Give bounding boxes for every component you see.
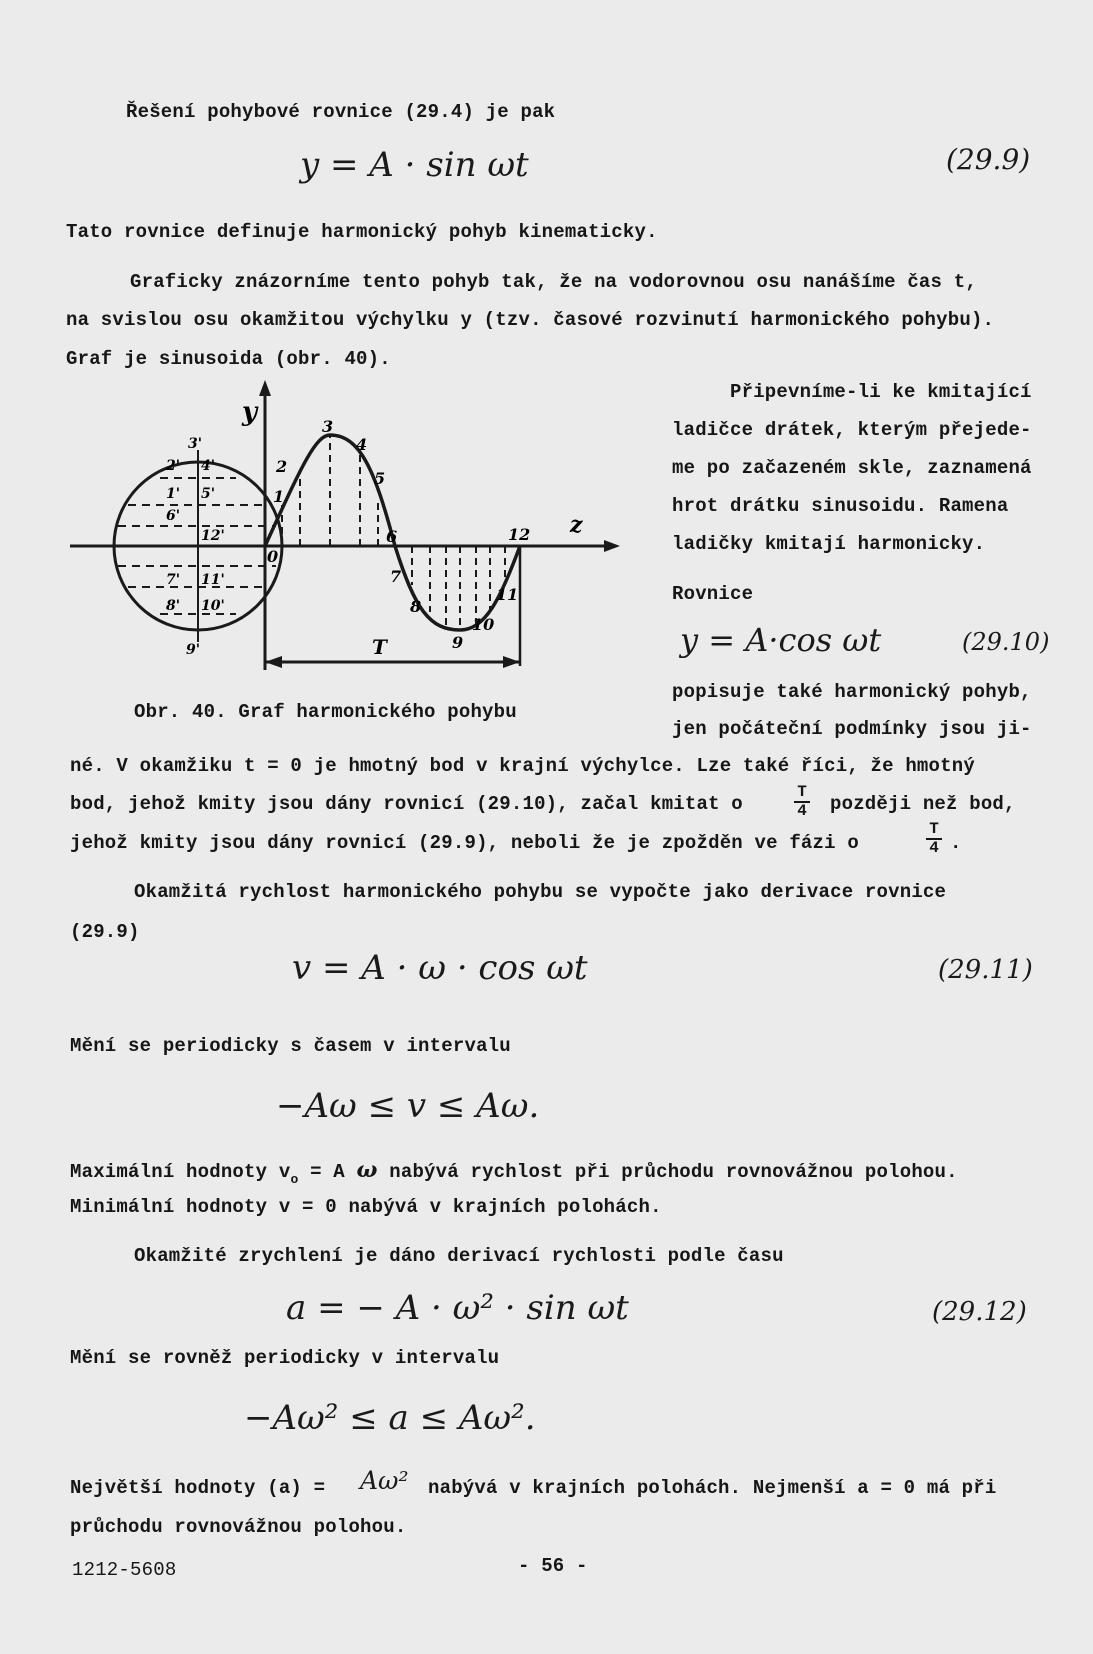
text-line: . <box>950 832 962 854</box>
text-line: na svislou osu okamžitou výchylku y (tzv. časové rozvinutí harmonického pohybu). <box>66 309 995 331</box>
text-line: jen počáteční podmínky jsou ji- <box>672 718 1032 740</box>
curve-point-label: 2 <box>276 457 288 476</box>
text-line: jehož kmity jsou dány rovnicí (29.9), neboli že je zpožděn ve fázi o <box>70 832 859 854</box>
text-line: později než bod, <box>830 793 1016 815</box>
max-acceleration: Aω² <box>360 1466 409 1495</box>
text-line: me po začazeném skle, zaznamená <box>672 457 1032 479</box>
text-segment: = A <box>310 1161 345 1183</box>
text-line: hrot drátku sinusoidu. Ramena <box>672 495 1009 517</box>
circle-point-label: 5' <box>201 486 216 502</box>
text-line: Řešení pohybové rovnice (29.4) je pak <box>126 101 556 123</box>
circle-point-label: 10' <box>201 598 225 614</box>
curve-point-label: 11 <box>496 585 519 604</box>
text-line: né. V okamžiku t = 0 je hmotný bod v krajní výchylce. Lze také říci, že hmotný <box>70 755 975 777</box>
curve-point-label: 5 <box>374 469 386 488</box>
text-line: Graf je sinusoida (obr. 40). <box>66 348 391 370</box>
text-line: Graficky znázorníme tento pohyb tak, že na vodorovnou osu nanášíme čas t, <box>130 271 977 293</box>
text-line: Tato rovnice definuje harmonický pohyb kinematicky. <box>66 221 658 243</box>
period-label: T <box>372 635 387 659</box>
page-number: - 56 - <box>518 1555 588 1577</box>
equation-number: (29.10) <box>962 628 1050 656</box>
equation-number: (29.11) <box>938 955 1033 985</box>
text-line: Okamžité zrychlení je dáno derivací rychlosti podle času <box>134 1245 784 1267</box>
text-line: Rovnice <box>672 583 754 605</box>
equation-number: (29.9) <box>946 143 1031 176</box>
figure-caption: Obr. 40. Graf harmonického pohybu <box>134 701 517 723</box>
curve-point-label: 8 <box>410 597 422 616</box>
circle-point-label: 2' <box>166 458 181 474</box>
text-line: ladičky kmitají harmonicky. <box>672 533 986 555</box>
axis-y-label: y <box>242 397 258 427</box>
text-line: Minimální hodnoty v = 0 nabývá v krajních polohách. <box>70 1196 662 1218</box>
curve-point-label: 9 <box>452 633 464 652</box>
circle-point-label: 3' <box>188 436 203 452</box>
text-line: (29.9) <box>70 921 140 943</box>
circle-point-label: 8' <box>166 598 181 614</box>
text-segment: Maximální hodnoty v <box>70 1161 291 1183</box>
equation-number: (29.12) <box>932 1297 1027 1327</box>
curve-point-label: 0 <box>267 547 279 566</box>
text-line: popisuje také harmonický pohyb, <box>672 681 1032 703</box>
equation-29-12: a = − A · ω² · sin ωt <box>286 1288 629 1328</box>
acceleration-interval: −Aω² ≤ a ≤ Aω². <box>244 1398 536 1438</box>
circle-point-label: 9' <box>186 642 201 658</box>
text-line: ladičce drátek, kterým přejede- <box>672 419 1032 441</box>
curve-point-label: 1 <box>273 487 285 506</box>
axis-z-label: z <box>570 512 583 538</box>
text-line: nabývá v krajních polohách. Nejmenší a = 0 má při <box>428 1477 997 1499</box>
equation-29-11: v = A · ω · cos ωt <box>292 948 588 988</box>
fraction-t-over-4: $\frac{T}{4}$ <box>794 784 810 820</box>
equation-29-9: y = A · sin ωt <box>300 145 529 185</box>
text-line: bod, jehož kmity jsou dány rovnicí (29.10), začal kmitat o <box>70 793 743 815</box>
text-line: Mění se rovněž periodicky v intervalu <box>70 1347 500 1369</box>
circle-point-label: 1' <box>166 486 181 502</box>
subscript: o <box>290 1172 299 1187</box>
curve-point-label: 3 <box>322 417 334 436</box>
fraction-t-over-4: $\frac{T}{4}$ <box>926 821 942 857</box>
text-line: Připevníme-li ke kmitající <box>730 381 1032 403</box>
text-line: Okamžitá rychlost harmonického pohybu se vypočte jako derivace rovnice <box>134 881 947 903</box>
text-line: Mění se periodicky s časem v intervalu <box>70 1035 511 1057</box>
omega-symbol: ω <box>356 1157 378 1183</box>
circle-point-label: 11' <box>201 572 225 588</box>
text-line: Největší hodnoty (a) = <box>70 1477 326 1499</box>
text-segment: nabývá rychlost při průchodu rovnovážnou polohou. <box>389 1161 958 1183</box>
circle-point-label: 12' <box>201 528 225 544</box>
circle-point-label: 4' <box>201 458 216 474</box>
curve-point-label: 4 <box>356 435 368 454</box>
circle-point-label: 7' <box>166 572 181 588</box>
text-line: průchodu rovnovážnou polohou. <box>70 1516 407 1538</box>
figure-40-harmonic-graph <box>60 380 640 680</box>
curve-point-label: 6 <box>386 527 398 546</box>
equation-29-10: y = A·cos ωt <box>680 621 882 659</box>
curve-point-label: 10 <box>472 615 495 634</box>
curve-point-label: 12 <box>508 525 531 544</box>
footer-code: 1212-5608 <box>72 1559 177 1581</box>
velocity-interval: −Aω ≤ v ≤ Aω. <box>276 1086 540 1126</box>
circle-point-label: 6' <box>166 508 181 524</box>
text-line <box>70 1158 958 1186</box>
curve-point-label: 7 <box>390 567 402 586</box>
